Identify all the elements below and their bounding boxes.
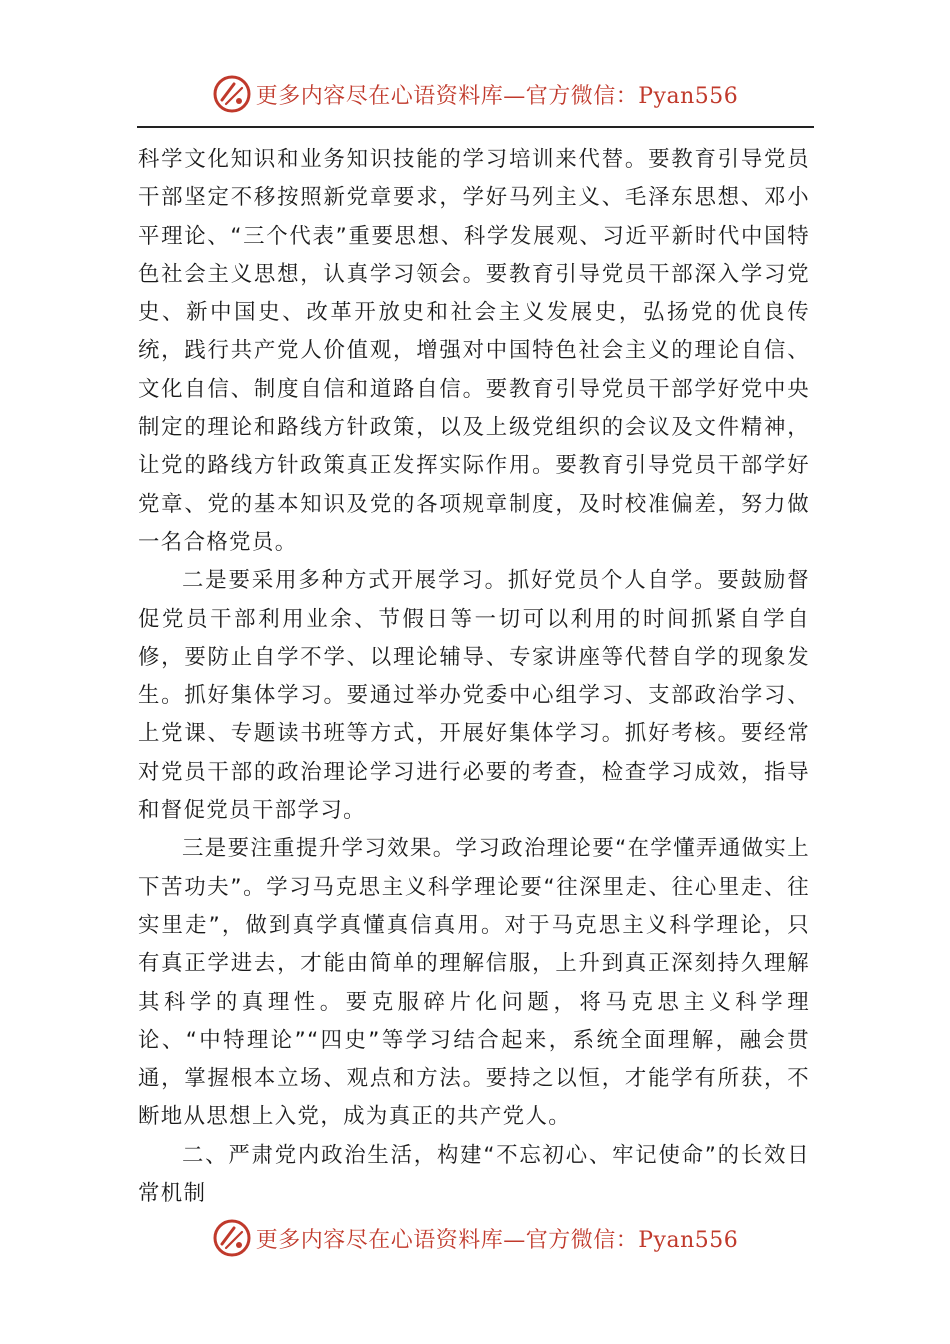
page-footer bbox=[0, 1214, 950, 1262]
seal-logo-icon bbox=[212, 1218, 252, 1258]
header-banner: 更多内容尽在心语资料库—官方微信：Pyan556 bbox=[255, 83, 739, 109]
document-body bbox=[138, 141, 810, 1213]
paragraph-1: 科学文化知识和业务知识技能的学习培训来代替。要教育引导党员干部坚定不移按照新党章要求，学好马列主义、毛泽东思想、邓小平理论、“三个代表”重要思想、科学发展观、习近平新时代中国特色社会主义思想，认真学习领会。要教育引导党员干部深入学习党史、新中国史、改革开放史和社会主义发展史，弘扬党的优良传统，践行共产党人价值观，增强对中国特色社会主义的理论自信、文化自信、制度自信和道路自信。要教育引导党员干部学好党中央制定的理论和路线方针政策，以及上级党组织的会议及文件精神，让党的路线方针政策真正发挥实际作用。要教育引导党员干部学好党章、党的基本知识及党的各项规章制度，及时校准偏差，努力做一名合格党员。 bbox=[138, 147, 810, 555]
seal-logo-icon bbox=[212, 74, 252, 114]
paragraph-2: 二是要采用多种方式开展学习。抓好党员个人自学。要鼓励督促党员干部利用业余、节假日等一切可以利用的时间抓紧自学自修，要防止自学不学、以理论辅导、专家讲座等代替自学的现象发生。抓好集体学习。要通过举办党委中心组学习、支部政治学习、上党课、专题读书班等方式，开展好集体学习。抓好考核。要经常对党员干部的政治理论学习进行必要的考查，检查学习成效，指导和督促党员干部学习。 bbox=[138, 568, 810, 824]
header-divider bbox=[137, 126, 814, 128]
page-header bbox=[0, 70, 950, 118]
paragraph-3: 三是要注重提升学习效果。学习政治理论要“在学懂弄通做实上下苦功夫”。学习马克思主义科学理论要“往深里走、往心里走、往实里走”，做到真学真懂真信真用。对于马克思主义科学理论，只有真正学进去，才能由简单的理解信服，上升到真正深刻持久理解其科学的真理性。要克服碎片化问题，将马克思主义科学理论、“中特理论”“四史”等学习结合起来，系统全面理解，融会贯通，掌握根本立场、观点和方法。要持之以恒，才能学有所获，不断地从思想上入党，成为真正的共产党人。 bbox=[138, 836, 810, 1130]
section-heading: 二、严肃党内政治生活，构建“不忘初心、牢记使命”的长效日常机制 bbox=[138, 1142, 810, 1207]
footer-banner: 更多内容尽在心语资料库—官方微信：Pyan556 bbox=[255, 1227, 739, 1253]
